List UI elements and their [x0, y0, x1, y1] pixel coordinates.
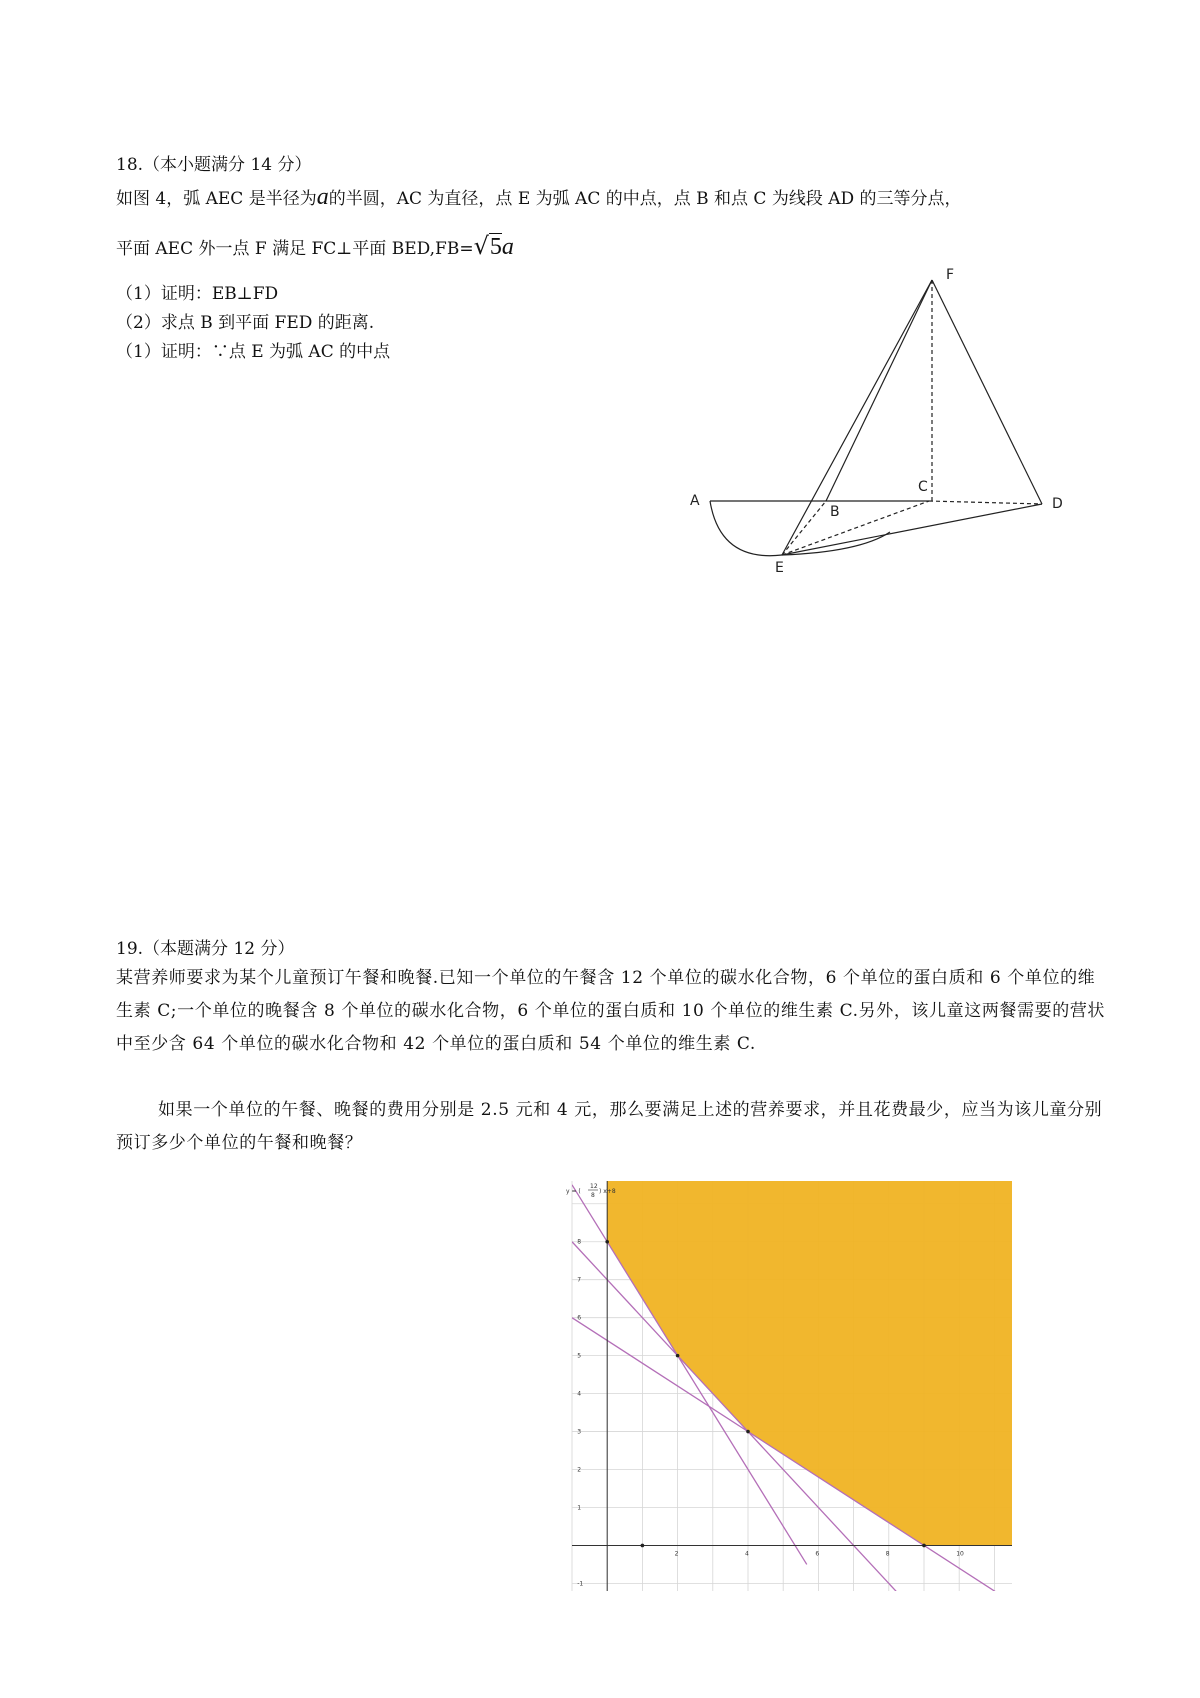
segment-ED	[782, 504, 1042, 555]
x-tick-label: 8	[885, 1550, 890, 1558]
label-E: E	[775, 560, 784, 576]
vertex-point	[676, 1354, 680, 1358]
y-tick-label: 6	[577, 1314, 582, 1322]
x-tick-label: 6	[815, 1550, 820, 1558]
label-D: D	[1052, 496, 1063, 512]
y-tick-label: 4	[577, 1390, 582, 1398]
q18-part2: （2）求点 B 到平面 FED 的距离.	[116, 313, 375, 333]
geometry-figure	[680, 262, 1100, 582]
y-tick-label: 8	[577, 1238, 582, 1246]
annotation-num: 12	[590, 1183, 598, 1190]
sqrt-body: 5	[489, 234, 502, 260]
arc-AEC	[710, 501, 890, 556]
q19-para2: 如果一个单位的午餐、晚餐的费用分别是 2.5 元和 4 元，那么要满足上述的营养要求，并且花费最少，应当为该儿童分别预订多少个单位的午餐和晚餐？	[116, 1100, 1103, 1153]
x-tick-label: 4	[745, 1550, 749, 1558]
feasible-region	[607, 1181, 1012, 1545]
radius-var-a: a	[316, 184, 329, 210]
annotation-suffix: ) x+8	[599, 1188, 616, 1195]
fb-var-a: a	[501, 234, 514, 260]
q19-header: 19.（本题满分 12 分）	[116, 939, 295, 959]
vertex-point	[746, 1430, 750, 1434]
label-C: C	[918, 479, 928, 495]
segment-EC	[782, 501, 929, 555]
segment-FE	[782, 280, 932, 555]
segment-FB	[826, 280, 932, 501]
y-tick-label: -1	[577, 1580, 584, 1588]
q18-proof-start: （1）证明：∵点 E 为弧 AC 的中点	[116, 342, 391, 362]
x-tick-label: 10	[956, 1550, 964, 1558]
y-tick-label: 7	[577, 1276, 582, 1284]
label-B: B	[830, 504, 840, 520]
y-tick-label: 2	[577, 1466, 582, 1474]
q18-line1-pre: 如图 4，弧 AEC 是半径为	[116, 189, 317, 209]
q18-line2	[116, 232, 514, 263]
vertex-point	[922, 1544, 926, 1548]
q18-header: 18.（本小题满分 14 分）	[116, 155, 312, 175]
annotation-den: 8	[591, 1192, 595, 1199]
label-F: F	[946, 267, 955, 283]
y-tick-label: 3	[577, 1428, 582, 1436]
sqrt-sign: √	[473, 232, 489, 260]
vertex-point	[641, 1544, 645, 1548]
annotation-prefix: y = (	[566, 1188, 581, 1195]
x-tick-label: 2	[674, 1550, 679, 1558]
q18-line1-post: 的半圆，AC 为直径，点 E 为弧 AC 的中点，点 B 和点 C 为线段 AD 的三等分点，	[328, 189, 962, 209]
feasible-region-chart	[566, 1178, 1026, 1598]
q19-para1: 某营养师要求为某个儿童预订午餐和晚餐.已知一个单位的午餐含 12 个单位的碳水化合物，6 个单位的蛋白质和 6 个单位的维生素 C;一个单位的晚餐含 8 个单位的碳水化合物，6 个单位的蛋白质和 10 个单位的维生素 C.另外，该儿童这两餐需要的营状中至少含 64 个单位的碳水化合物和 42 个单位的蛋白质和 54 个单位的维生素 C.	[116, 968, 1106, 1054]
label-A: A	[690, 493, 700, 509]
q18-part1: （1）证明：EB⊥FD	[116, 284, 279, 304]
y-tick-label: 5	[577, 1352, 582, 1360]
vertex-point	[605, 1240, 609, 1244]
q18-line2-pre: 平面 AEC 外一点 F 满足 FC⊥平面 BED,FB=	[116, 239, 474, 259]
segment-FD	[932, 280, 1042, 504]
y-tick-label: 1	[577, 1504, 582, 1512]
q18-line1	[116, 186, 962, 210]
segment-CD	[929, 501, 1042, 504]
